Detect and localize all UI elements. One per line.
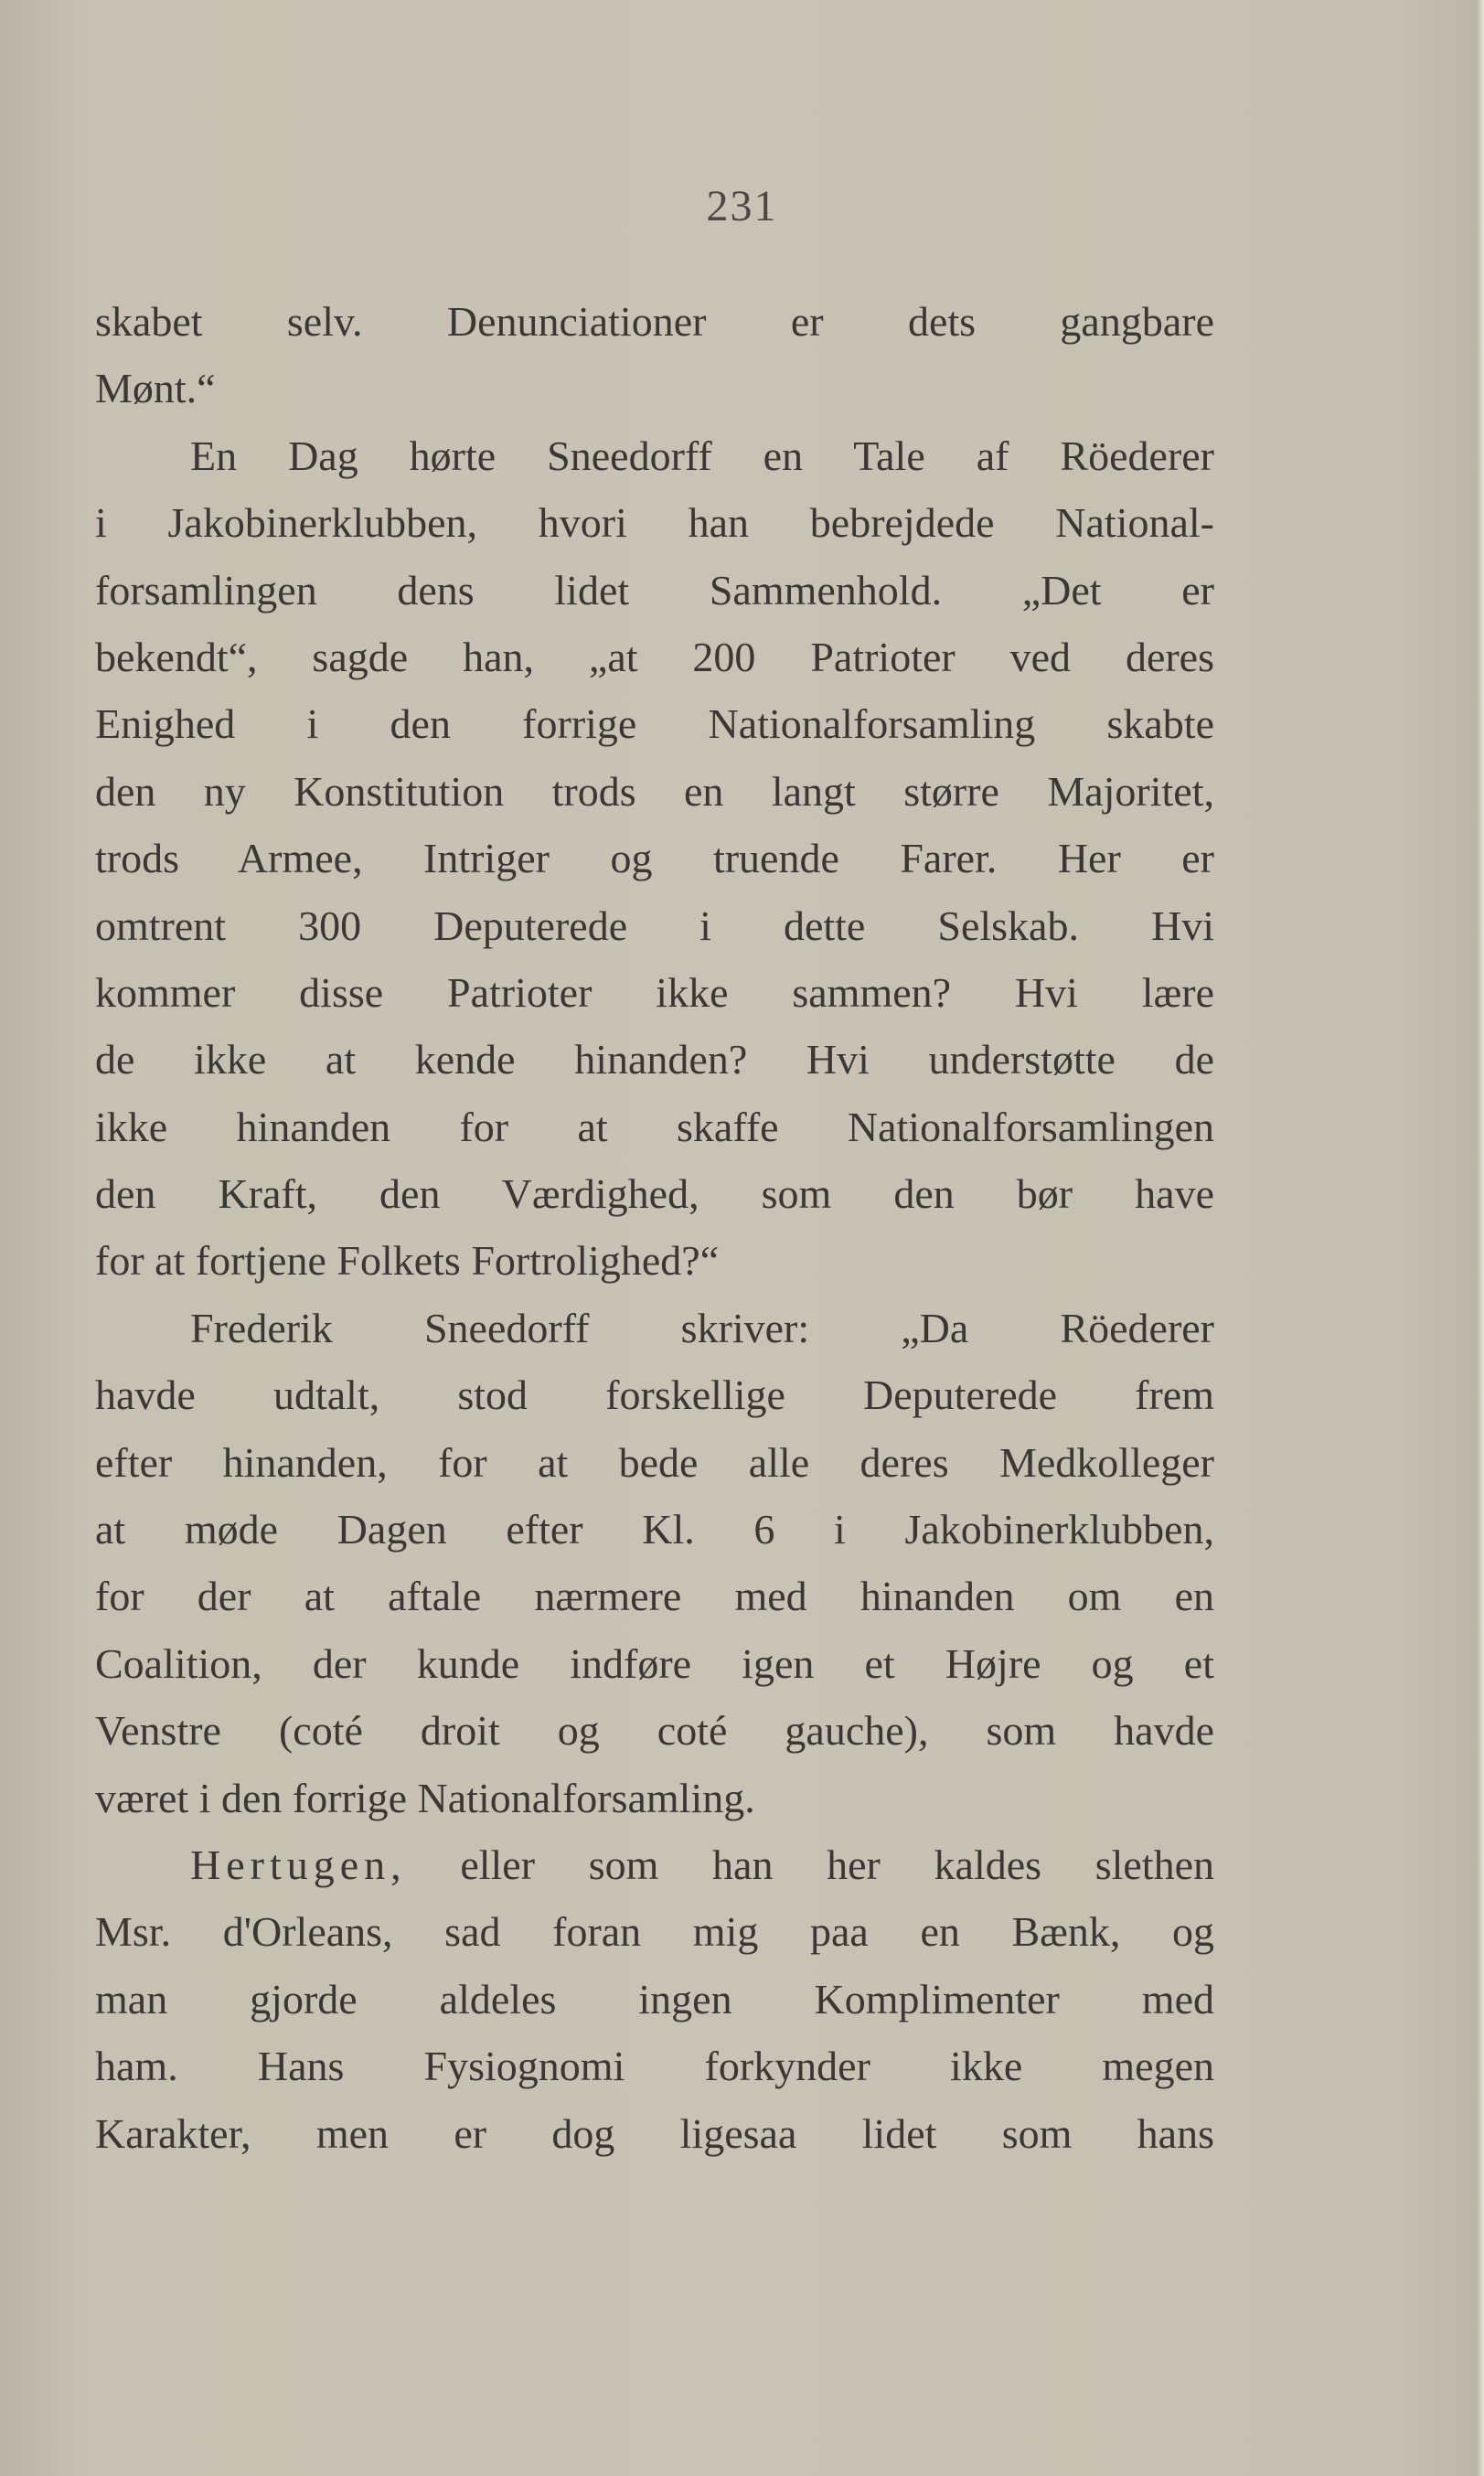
text-line: En Dag hørte Sneedorff en Tale af Röederer <box>190 432 1214 479</box>
text-line: man gjorde aldeles ingen Komplimenter med <box>95 1975 1214 2022</box>
text-line: den ny Konstitution trods en langt større Majoritet, <box>95 767 1214 815</box>
page-edge <box>1477 0 1484 2476</box>
text-line: Frederik Sneedorff skriver: „Da Röederer <box>190 1304 1214 1351</box>
page-number: 231 <box>706 182 778 230</box>
text-line: efter hinanden, for at bede alle deres Medkolleger <box>95 1438 1214 1486</box>
text-line: ikke hinanden for at skaffe Nationalforsamlingen <box>95 1103 1214 1150</box>
text-line: trods Armee, Intriger og truende Farer. Her er <box>95 835 1214 882</box>
text-line: Enighed i den forrige Nationalforsamling skabte <box>95 700 1214 748</box>
text-line: Hertugen, eller som han her kaldes slethen <box>190 1841 1214 1888</box>
text-line: Karakter, men er dog ligesaa lidet som hans <box>95 2109 1214 2157</box>
spaced-emphasis: Hertugen, <box>190 1841 407 1888</box>
text-line: skabet selv. Denunciationer er dets gangbare <box>95 298 1214 345</box>
text-line: for der at aftale nærmere med hinanden om en <box>95 1573 1214 1620</box>
text-line: Msr. d'Orleans, sad foran mig paa en Bænk, og <box>95 1908 1214 1956</box>
body-text <box>95 288 1214 2167</box>
text-line: ham. Hans Fysiognomi forkynder ikke megen <box>95 2043 1214 2090</box>
text-line: Mønt.“ <box>95 365 216 412</box>
text-line: kommer disse Patrioter ikke sammen? Hvi lære <box>95 968 1214 1016</box>
text-line: Venstre (coté droit og coté gauche), som havde <box>95 1707 1214 1755</box>
text-line: at møde Dagen efter Kl. 6 i Jakobinerklubben, <box>95 1506 1214 1553</box>
text-line: havde udtalt, stod forskellige Deputerede frem <box>95 1371 1214 1419</box>
text-line: forsamlingen dens lidet Sammenhold. „Det er <box>95 566 1214 614</box>
text-line: den Kraft, den Værdighed, som den bør have <box>95 1170 1214 1218</box>
text-line: Coalition, der kunde indføre igen et Højre og et <box>95 1639 1214 1687</box>
text-line: de ikke at kende hinanden? Hvi understøtte de <box>95 1036 1214 1083</box>
text-line: bekendt“, sagde han, „at 200 Patrioter ved deres <box>95 633 1214 680</box>
text-line: omtrent 300 Deputerede i dette Selskab. Hvi <box>95 902 1214 949</box>
text-line: været i den forrige Nationalforsamling. <box>95 1774 755 1821</box>
text-line: i Jakobinerklubben, hvori han bebrejdede National- <box>95 499 1214 547</box>
text-line: for at fortjene Folkets Fortrolighed?“ <box>95 1237 720 1285</box>
